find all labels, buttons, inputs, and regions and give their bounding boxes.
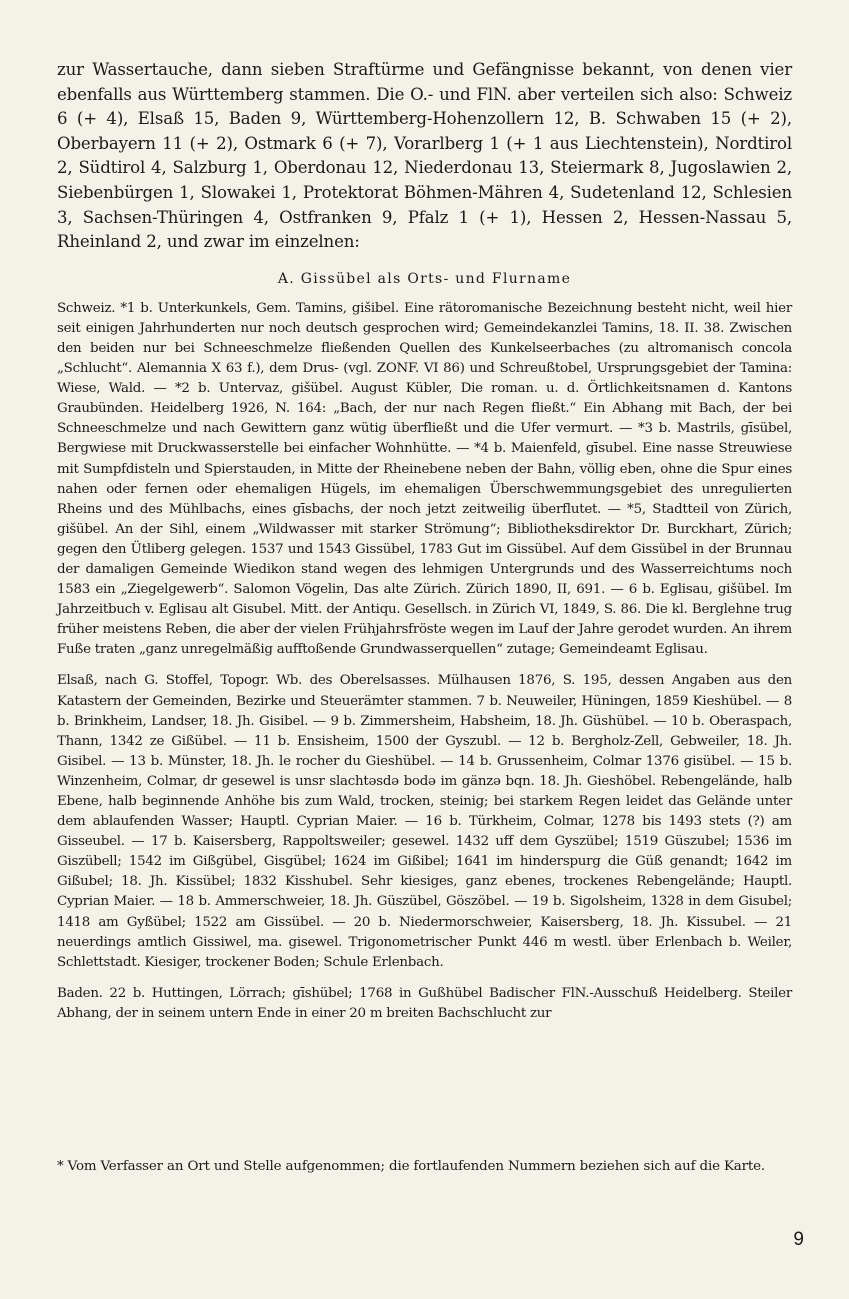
footnote: * Vom Verfasser an Ort und Stelle aufgenommen; die fortlaufenden Nummern beziehen sich auf die Karte. <box>57 1159 766 1174</box>
page-number: 9 <box>793 1229 804 1250</box>
entry-baden <box>57 984 792 1024</box>
entry-schweiz <box>57 299 792 661</box>
section-heading: A. Gissübel als Orts- und Flurname <box>277 270 572 287</box>
entry-text: Schweiz. *1 b. Unterkunkels, Gem. Tamins, gišibel. Eine rätoromanische Bezeichnung besteht nicht, weil hier seit einigen Jahrhunderten nur noch deutsch gesprochen wird; Gemeindekanzlei Tamins, 18. II. 38. Zwischen den beiden nur bei Schneeschmelze fließenden Quellen des Kunkelseerbaches (zu altromanisch concola „Schlucht“. Alemannia X 63 f.), dem Drus- (vgl. ZONF. VI 86) und Schreußtobel, Ursprungsgebiet der Tamina: Wiese, Wald. — *2 b. Untervaz, gišübel. August Kübler, Die roman. u. d. Örtlichkeitsnamen d. Kantons Graubünden. Heidelberg 1926, N. 164: „Bach, der nur nach Regen fließt.“ Ein Abhang mit Bach, der bei Schneeschmelze und nach Gewittern ganz wütig überfließt und die Ufer vermurt. — *3 b. Mastrils, gīsübel, Bergwiese mit Druckwasserstelle bei einfacher Wohnhütte. — *4 b. Maienfeld, gīsubel. Eine nasse Streuwiese mit Sumpfdisteln und Spierstauden, in Mitte der Rheinebene neben der Bahn, völlig eben, ohne die Spur eines nahen oder fernen oder ehemaligen Hügels, im ehemaligen Überschwemmungsgebiet des unregulierten Rheins und des Mühlbachs, eines gīsbachs, der noch jetzt zeitweilig überflutet. — *5, Stadtteil von Zürich, gišübel. An der Sihl, einem „Wildwasser mit starker Strömung“; Bibliotheksdirektor Dr. Burckhart, Zürich; gegen den Ütliberg gelegen. 1537 und 1543 Gissübel, 1783 Gut im Gissübel. Auf dem Gissübel in der Brunnau der damaligen Gemeinde Wiedikon stand wegen des lehmigen Untergrunds und des Wasserreichtums noch 1583 ein „Ziegelgewerb“. Salomon Vögelin, Das alte Zürich. Zürich 1890, II, 691. — 6 b. Eglisau, gišübel. Im Jahrzeitbuch v. Eglisau alt Gisubel. Mitt. der Antiqu. Gesellsch. in Zürich VI, 1849, S. 86. Die kl. Berglehne trug früher meistens Reben, die aber der vielen Frühjahrsfröste wegen im Lauf der Jahre gerodet wurden. An ihrem Fuße traten „ganz unregelmäßig aufftoßende Grundwasserquellen“ zutage; Gemeindeamt Eglisau. <box>57 300 792 658</box>
entry-text: Elsaß, nach G. Stoffel, Topogr. Wb. des Oberelsasses. Mülhausen 1876, S. 195, dessen Angaben aus den Katastern der Gemeinden, Bezirke und Steuerämter stammen. 7 b. Neuweiler, Hüningen, 1859 Kieshübel. — 8 b. Brinkheim, Landser, 18. Jh. Gisibel. — 9 b. Zimmersheim, Habsheim, 18. Jh. Güshübel. — 10 b. Oberaspach, Thann, 1342 ze Gißübel. — 11 b. Ensisheim, 1500 der Gyszubl. — 12 b. Bergholz-Zell, Gebweiler, 18. Jh. Gisibel. — 13 b. Münster, 18. Jh. le rocher du Gieshübel. — 14 b. Grussenheim, Colmar 1376 gisübel. — 15 b. Winzenheim, Colmar, dr gesewel is unsr slachtəsdə bodə im gänzə bqn. 18. Jh. Gieshöbel. Rebengelände, halb Ebene, halb beginnende Anhöhe bis zum Wald, trocken, steinig; bei starkem Regen leidet das Gelände unter dem ablaufenden Wasser; Hauptl. Cyprian Maier. — 16 b. Türkheim, Colmar, 1278 bis 1493 stets (?) am Gisseubel. — 17 b. Kaisersberg, Rappoltsweiler; gesewel. 1432 uff dem Gyszübel; 1519 Güszubel; 1536 im Giszübell; 1542 im Gißgübel, Gisgübel; 1624 im Gißibel; 1641 im hinderspurg die Güß genandt; 1642 im Gißubel; 18. Jh. Kissübel; 1832 Kisshubel. Sehr kiesiges, ganz ebenes, trockenes Rebengelände; Hauptl. Cyprian Maier. — 18 b. Ammerschweier, 18. Jh. Güszübel, Göszöbel. — 19 b. Sigolsheim, 1328 in dem Gisubel; 1418 am Gyßübel; 1522 am Gissübel. — 20 b. Niedermorschweier, Kaisersberg, 18. Jh. Kissubel. — 21 neuerdings amtlich Gissiwel, ma. gisewel. Trigonometrischer Punkt 446 m westl. über Erlenbach b. Weiler, Schlettstadt. Kiesiger, trockener Boden; Schule Erlenbach. <box>57 673 792 970</box>
entry-elsass <box>57 671 792 972</box>
intro-paragraph: zur Wassertauche, dann sieben Straftürme und Gefängnisse bekannt, von denen vier ebenfalls aus Württemberg stammen. Die O.- und FlN. aber verteilen sich also: Schweiz 6 (+ 4), Elsaß 15, Baden 9, Württemberg-Hohenzollern 12, B. Schwaben 15 (+ 2), Oberbayern 11 (+ 2), Ostmark 6 (+ 7), Vorarlberg 1 (+ 1 aus Liechtenstein), Nordtirol 2, Südtirol 4, Salzburg 1, Oberdonau 12, Niederdonau 13, Steiermark 8, Jugoslawien 2, Siebenbürgen 1, Slowakei 1, Protektorat Böhmen-Mähren 4, Sudetenland 12, Schlesien 3, Sachsen-Thüringen 4, Ostfranken 9, Pfalz 1 (+ 1), Hessen 2, Hessen-Nassau 5, Rheinland 2, und zwar im einzelnen: <box>57 60 792 252</box>
entry-text: Baden. 22 b. Huttingen, Lörrach; gīshübel; 1768 in Gußhübel Badischer FlN.-Ausschuß Heidelberg. Steiler Abhang, der in seinem untern Ende in einer 20 m breiten Bachschlucht zur <box>57 985 792 1021</box>
